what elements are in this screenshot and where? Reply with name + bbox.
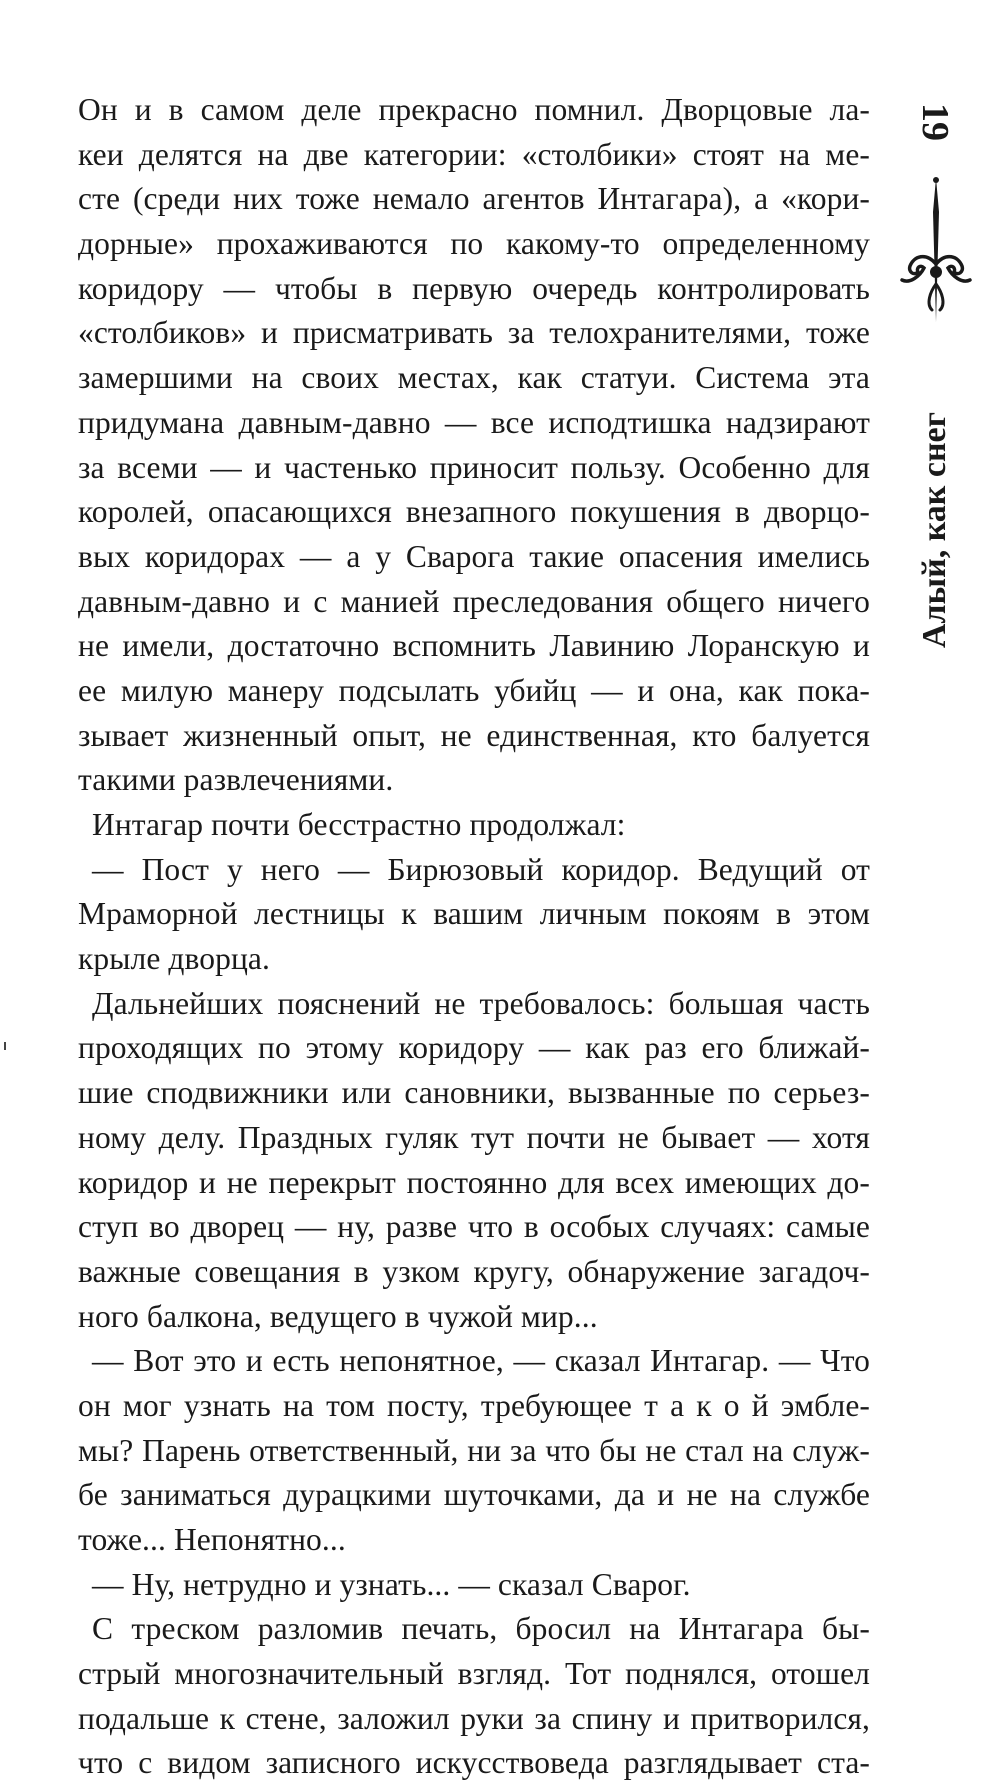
text-line: ступ во дворец — ну, разве что в особых случаях: самые bbox=[78, 1209, 870, 1245]
text-line: коридор и не перекрыт постоянно для всех имеющих до- bbox=[78, 1164, 870, 1200]
scan-edge-mark bbox=[4, 1042, 6, 1050]
text-line: зывает жизненный опыт, не единственная, кто балуется bbox=[78, 717, 870, 753]
text-line: «столбиков» и присматривать за телохранителями, тоже bbox=[78, 315, 870, 351]
text-line: что с видом записного искусствоведа разглядывает ста- bbox=[78, 1745, 870, 1781]
text-line: кеи делятся на две категории: «столбики» стоят на ме- bbox=[78, 136, 870, 172]
text-line: шие сподвижники или сановники, вызванные по серьез- bbox=[78, 1075, 870, 1111]
text-line: дорные» прохаживаются по какому-то определенному bbox=[78, 226, 870, 262]
page-number: 19 bbox=[914, 103, 956, 141]
text-line: Интагар почти бесстрастно продолжал: bbox=[92, 807, 626, 842]
text-line: давным-давно и с манией преследования общего ничего bbox=[78, 583, 870, 619]
text-line: подальше к стене, заложил руки за спину и притворился, bbox=[78, 1700, 870, 1736]
text-line: крыле дворца. bbox=[78, 941, 270, 977]
sword-ornament-icon bbox=[896, 172, 976, 352]
text-line: бе заниматься дурацкими шуточками, да и не на службе bbox=[78, 1477, 870, 1513]
text-line: королей, опасающихся внезапного покушения в дворцо- bbox=[78, 494, 870, 530]
text-line: ного балкона, ведущего в чужой мир... bbox=[78, 1298, 598, 1334]
text-line: С треском разломив печать, бросил на Интагара бы- bbox=[92, 1611, 870, 1647]
text-line: мы? Парень ответственный, ни за что бы не стал на служ- bbox=[78, 1432, 870, 1468]
text-line: Мраморной лестницы к вашим личным покоям в этом bbox=[78, 896, 870, 932]
text-line: проходящих по этому коридору — как раз его ближай- bbox=[78, 1030, 870, 1066]
text-line: замершими на своих местах, как статуи. Система эта bbox=[78, 360, 870, 396]
text-line: тоже... Непонятно... bbox=[78, 1522, 346, 1557]
text-line: ному делу. Праздных гуляк тут почти не бывает — хотя bbox=[78, 1119, 870, 1155]
text-line: сте (среди них тоже немало агентов Интагара), а «кори- bbox=[78, 181, 870, 217]
text-line: коридору — чтобы в первую очередь контролировать bbox=[78, 270, 870, 306]
page-margin-header bbox=[890, 80, 980, 649]
text-line: — Вот это и есть непонятное, — сказал Интагар. — Что bbox=[92, 1343, 870, 1379]
text-line: — Ну, нетрудно и узнать... — сказал Сварог. bbox=[92, 1566, 691, 1602]
text-line: Он и в самом деле прекрасно помнил. Дворцовые ла- bbox=[78, 92, 870, 127]
text-line: вых коридорах — а у Сварога такие опасения имелись bbox=[78, 538, 870, 574]
text-line: Дальнейших пояснений не требовалось: большая часть bbox=[92, 985, 870, 1021]
text-line: — Пост у него — Бирюзовый коридор. Ведущий от bbox=[92, 851, 870, 887]
main-text bbox=[78, 88, 870, 1786]
text-line: ее милую манеру подсылать убийц — и она, как пока- bbox=[78, 672, 870, 708]
text-line: важные совещания в узком кругу, обнаружение загадоч- bbox=[78, 1253, 870, 1289]
running-title: Алый, как снег bbox=[916, 411, 953, 649]
text-line: стрый многозначительный взгляд. Тот поднялся, отошел bbox=[78, 1656, 870, 1692]
text-line: он мог узнать на том посту, требующее т а к о й эмбле- bbox=[78, 1387, 870, 1423]
text-line: такими развлечениями. bbox=[78, 762, 394, 798]
text-line: за всеми — и частенько приносит пользу. Особенно для bbox=[78, 449, 870, 485]
text-line: придумана давным-давно — все исподтишка надзирают bbox=[78, 404, 870, 440]
text-line: не имели, достаточно вспомнить Лавинию Лоранскую и bbox=[78, 628, 870, 664]
